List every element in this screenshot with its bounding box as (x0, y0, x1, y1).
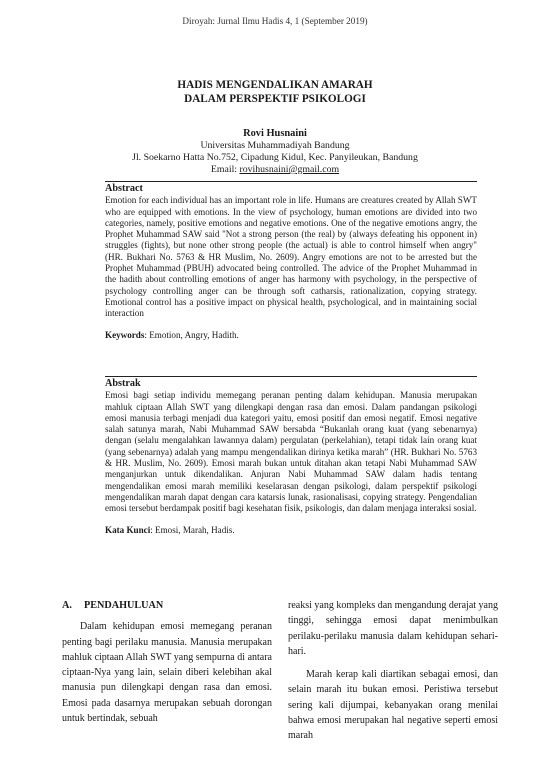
keywords-values: : Emotion, Angry, Hadith. (144, 329, 239, 340)
kata-kunci-values: : Emosi, Marah, Hadis. (150, 524, 235, 535)
abstract-indonesian (105, 378, 477, 536)
email-label: Email: (210, 164, 240, 175)
abstrak-divider (105, 376, 477, 377)
abstract-english (105, 183, 477, 341)
article-title (0, 78, 550, 106)
section-heading (62, 598, 272, 613)
abstract-divider (105, 181, 477, 182)
paragraph: Marah kerap kali diartikan sebagai emosi, dan selain marah itu bukan emosi. Peristiwa tersebut sering kali dijumpai, kebanyakan orang menilai bahwa emosi merupakan hal negative seperti emosi marah (288, 669, 498, 742)
kata-kunci-label: Kata Kunci (105, 524, 151, 535)
author-email-line (0, 164, 550, 176)
abstrak-heading: Abstrak (105, 378, 141, 389)
kata-kunci-line (105, 525, 477, 536)
author-affiliation: Universitas Muhammadiyah Bandung (200, 140, 350, 151)
abstrak-body: Emosi bagi setiap individu memegang peranan penting dalam kehidupan. Manusia merupakan mahluk ciptaan Allah SWT yang dilengkapi dengan rasa dan emosi. Dalam pandangan psikologi emosi manusia terbagi menjadi dua kategori yaitu, emosi positif dan emosi negatif. Emosi negative salah satunya marah, Nabi Muhammad SAW bersabda “Bukanlah orang kuat (yang sebenarnya) dengan (selalu mengalahkan lawannya dalam) pergulatan (perkelahian), tetapi tidak lain orang kuat (yang sebenarnya) adalah yang mampu mengendalikan dirinya ketika marah” (HR. Bukhari No. 5763 & HR. Muslim, No. 2609). Emosi marah bukan untuk ditahan akan tetapi Nabi Muhammad SAW menganjurkan untuk dikendalikan. Anjuran Nabi Muhammad SAW dalam hadis tentang mengendalikan emosi marah memiliki keselarasan dengan psikologi, dalam perspektif psikologi mengendalikan marah dapat dengan cara katarsis lunak, rasionalisasi, copying strategy. Pengendalian emosi tersebut berdampak positif bagi kesehatan fisik, psikologis, dan dalam menjaga interaksi sosial. (105, 390, 477, 514)
author-address: Jl. Soekarno Hatta No.752, Cipadung Kidul, Kec. Panyileukan, Bandung (132, 152, 418, 163)
abstract-heading: Abstract (105, 183, 143, 194)
title-line-1: HADIS MENGENDALIKAN AMARAH (177, 79, 373, 91)
title-line-2: DALAM PERSPEKTIF PSIKOLOGI (184, 93, 366, 105)
author-name: Rovi Husnaini (243, 128, 307, 139)
keywords-line (105, 330, 477, 341)
keywords-label: Keywords (105, 329, 145, 340)
abstract-body: Emotion for each individual has an important role in life. Humans are creatures created by Allah SWT who are equipped with emotions. In the view of psychology, human emotions are divided into two categories, namely, positive emotions and negative emotions. One of the negative emotions angry, the Prophet Muhammad SAW said "Not a strong person (the real) by (always defeating his opponent in) struggles (fights), but none other strong people (the actual) is able to control himself when angry" (HR. Bukhari No. 5763 & HR Muslim, No. 2609). Angry emotions are not to be arrested but the Prophet Muhammad (PBUH) advocated being controlled. The advice of the Prophet Muhammad in the hadith about controlling emotions of anger has harmony with psychology, in the perspective of psychology controlling anger can be through soft catharsis, rationalization, copying strategy. Emotional control has a positive impact on physical health, psychological, and in maintaining social interaction (105, 195, 477, 319)
email-link[interactable]: rovihusnaini@gmail.com (239, 164, 340, 175)
author-block (0, 128, 550, 176)
body-column-left (62, 598, 272, 726)
paragraph-spacer (288, 659, 498, 667)
paragraph: reaksi yang kompleks dan mengandung derajat yang tinggi, sehingga emosi dapat menimbulkan perilaku-perilaku manusia dalam kehidupan sehari-hari. (288, 600, 498, 657)
paragraph: Dalam kehidupan emosi memegang peranan penting bagi perilaku manusia. Manusia merupakan mahluk ciptaan Allah SWT yang sempurna di antara ciptaan-Nya yang lain, selain diberi kelebihan akal manusia pun dilengkapi dengan rasa dan emosi. Emosi pada dasarnya merupakan sebuah dorongan untuk bertindak, sebuah (62, 621, 272, 725)
section-number: A. (62, 600, 72, 611)
section-title: PENDAHULUAN (84, 600, 164, 611)
running-header: Diroyah: Jurnal Ilmu Hadis 4, 1 (September 2019) (182, 16, 368, 26)
body-column-right (288, 598, 498, 744)
